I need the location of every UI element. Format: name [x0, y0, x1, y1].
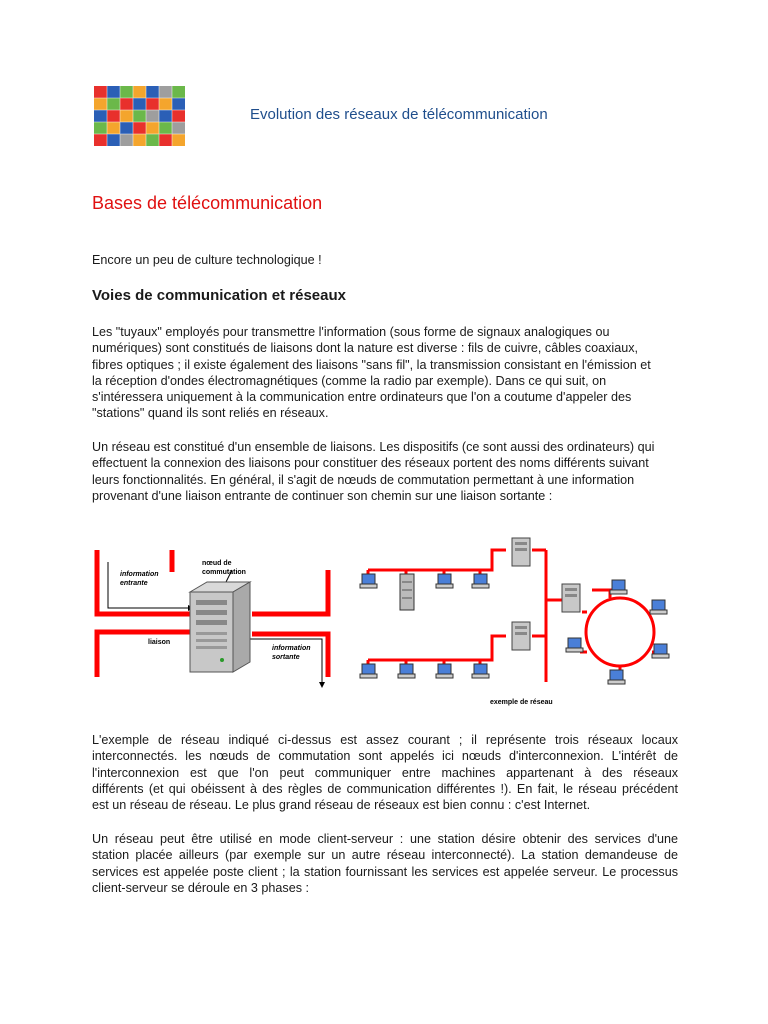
paragraph-line: Un réseau est constitué d'un ensemble de liaisons. Les dispositifs (ce sont aussi des ordinateurs) qui — [92, 440, 655, 454]
example-network-diagram — [360, 538, 669, 706]
label-info-out-1: information — [272, 645, 311, 652]
network-links — [368, 550, 658, 682]
paragraph-line: L'exemple de réseau indiqué ci-dessus est assez courant ; il représente trois réseaux locaux — [92, 733, 678, 747]
label-node-2: commutation — [202, 569, 246, 576]
arrow-out-head — [319, 682, 325, 688]
workstation-icon — [398, 664, 415, 678]
workstation-icon — [436, 574, 453, 588]
rack-icon — [400, 574, 414, 610]
subheading: Voies de communication et réseaux — [92, 287, 346, 304]
paragraph-line: la réception d'ondes électromagnétiques (comme la radio par exemple). Dans ce qui suit, on — [92, 373, 607, 388]
paragraph-line: station placée ailleurs (par exemple sur un autre réseau interconnecté). La station demandeuse de — [92, 848, 678, 863]
label-info-out-2: sortante — [272, 654, 300, 661]
paragraph-line: interconnectés. les nœuds de commutation sont appelés ici nœuds d'interconnexion. L'intérêt de — [92, 749, 678, 764]
paragraph-line: provenant d'une liaison entrante de continuer son chemin sur une liaison sortante : — [92, 488, 553, 503]
workstation-icon — [652, 644, 669, 658]
label-info-in-2: entrante — [120, 580, 148, 587]
paragraph-line: "stations" quand ils sont reliés en réseaux. — [92, 406, 329, 421]
workstation-icon — [650, 600, 667, 614]
paragraph-2 — [92, 439, 678, 504]
server-tower-icon — [190, 582, 250, 672]
workstation-icon — [472, 574, 489, 588]
paragraph-line: fibres optiques ; il existe également des liaisons "sans fil", la transmission consistant en l'émission et — [92, 357, 651, 372]
paragraph-3 — [92, 732, 678, 813]
workstation-icon — [566, 638, 583, 652]
workstation-icon — [360, 664, 377, 678]
puzzle-pieces — [94, 86, 186, 146]
paragraph-line: différents (et qui obéissent à des règles de communication différentes !). En fait, le réseau précédent — [92, 781, 678, 796]
paragraph-line: leurs fonctionnalités. En général, il s'agit de nœuds de commutation permettant à une information — [92, 472, 635, 487]
paragraph-line: client-serveur se déroule en 3 phases : — [92, 880, 310, 895]
section-title: Bases de télécommunication — [92, 193, 323, 213]
workstation-icon — [472, 664, 489, 678]
paragraph-line: est un réseau de réseau. Le plus grand réseau de réseaux est bien connu : c'est Internet. — [92, 798, 591, 813]
interconnection-server-icon — [512, 622, 530, 650]
paragraph-line: effectuent la connexion des liaisons pour constituer des réseaux portent des noms différents suivant — [92, 456, 649, 471]
paragraph-line: l'interconnexion est que l'on peut communiquer entre machines appartenant à des réseaux — [92, 765, 678, 780]
paragraph-1 — [92, 324, 678, 422]
workstation-icon — [608, 670, 625, 684]
workstation-icon — [610, 580, 627, 594]
puzzle-logo — [94, 86, 186, 146]
interconnection-server-icon — [512, 538, 530, 566]
switching-node-diagram — [97, 550, 328, 688]
header-title: Evolution des réseaux de télécommunication — [250, 106, 548, 123]
intro-text: Encore un peu de culture technologique ! — [92, 253, 322, 267]
label-node-1: nœud de — [202, 560, 232, 567]
label-example-network: exemple de réseau — [490, 699, 553, 706]
paragraph-line: Les "tuyaux" employés pour transmettre l'information (sous forme de signaux analogiques ou — [92, 325, 610, 339]
network-diagram — [92, 532, 680, 712]
workstation-icon — [360, 574, 377, 588]
paragraph-line: numériques) sont constitués de liaisons dont la nature est diverse : fils de cuivre, câbles coaxiaux, — [92, 341, 639, 356]
paragraph-4 — [92, 831, 678, 896]
label-link: liaison — [148, 639, 171, 646]
paragraph-line: services est appelée poste client ; la station fournissant les services est appelée serveur. Le processus — [92, 864, 678, 879]
label-info-in-1: information — [120, 571, 159, 578]
workstation-icon — [436, 664, 453, 678]
paragraph-line: Un réseau peut être utilisé en mode client-serveur : une station désire obtenir des services d'une — [92, 832, 678, 846]
paragraph-line: s'intéressera uniquement à la communication entre ordinateurs que l'on a coutume d'appeler des — [92, 390, 632, 405]
interconnection-server-icon — [562, 584, 580, 612]
